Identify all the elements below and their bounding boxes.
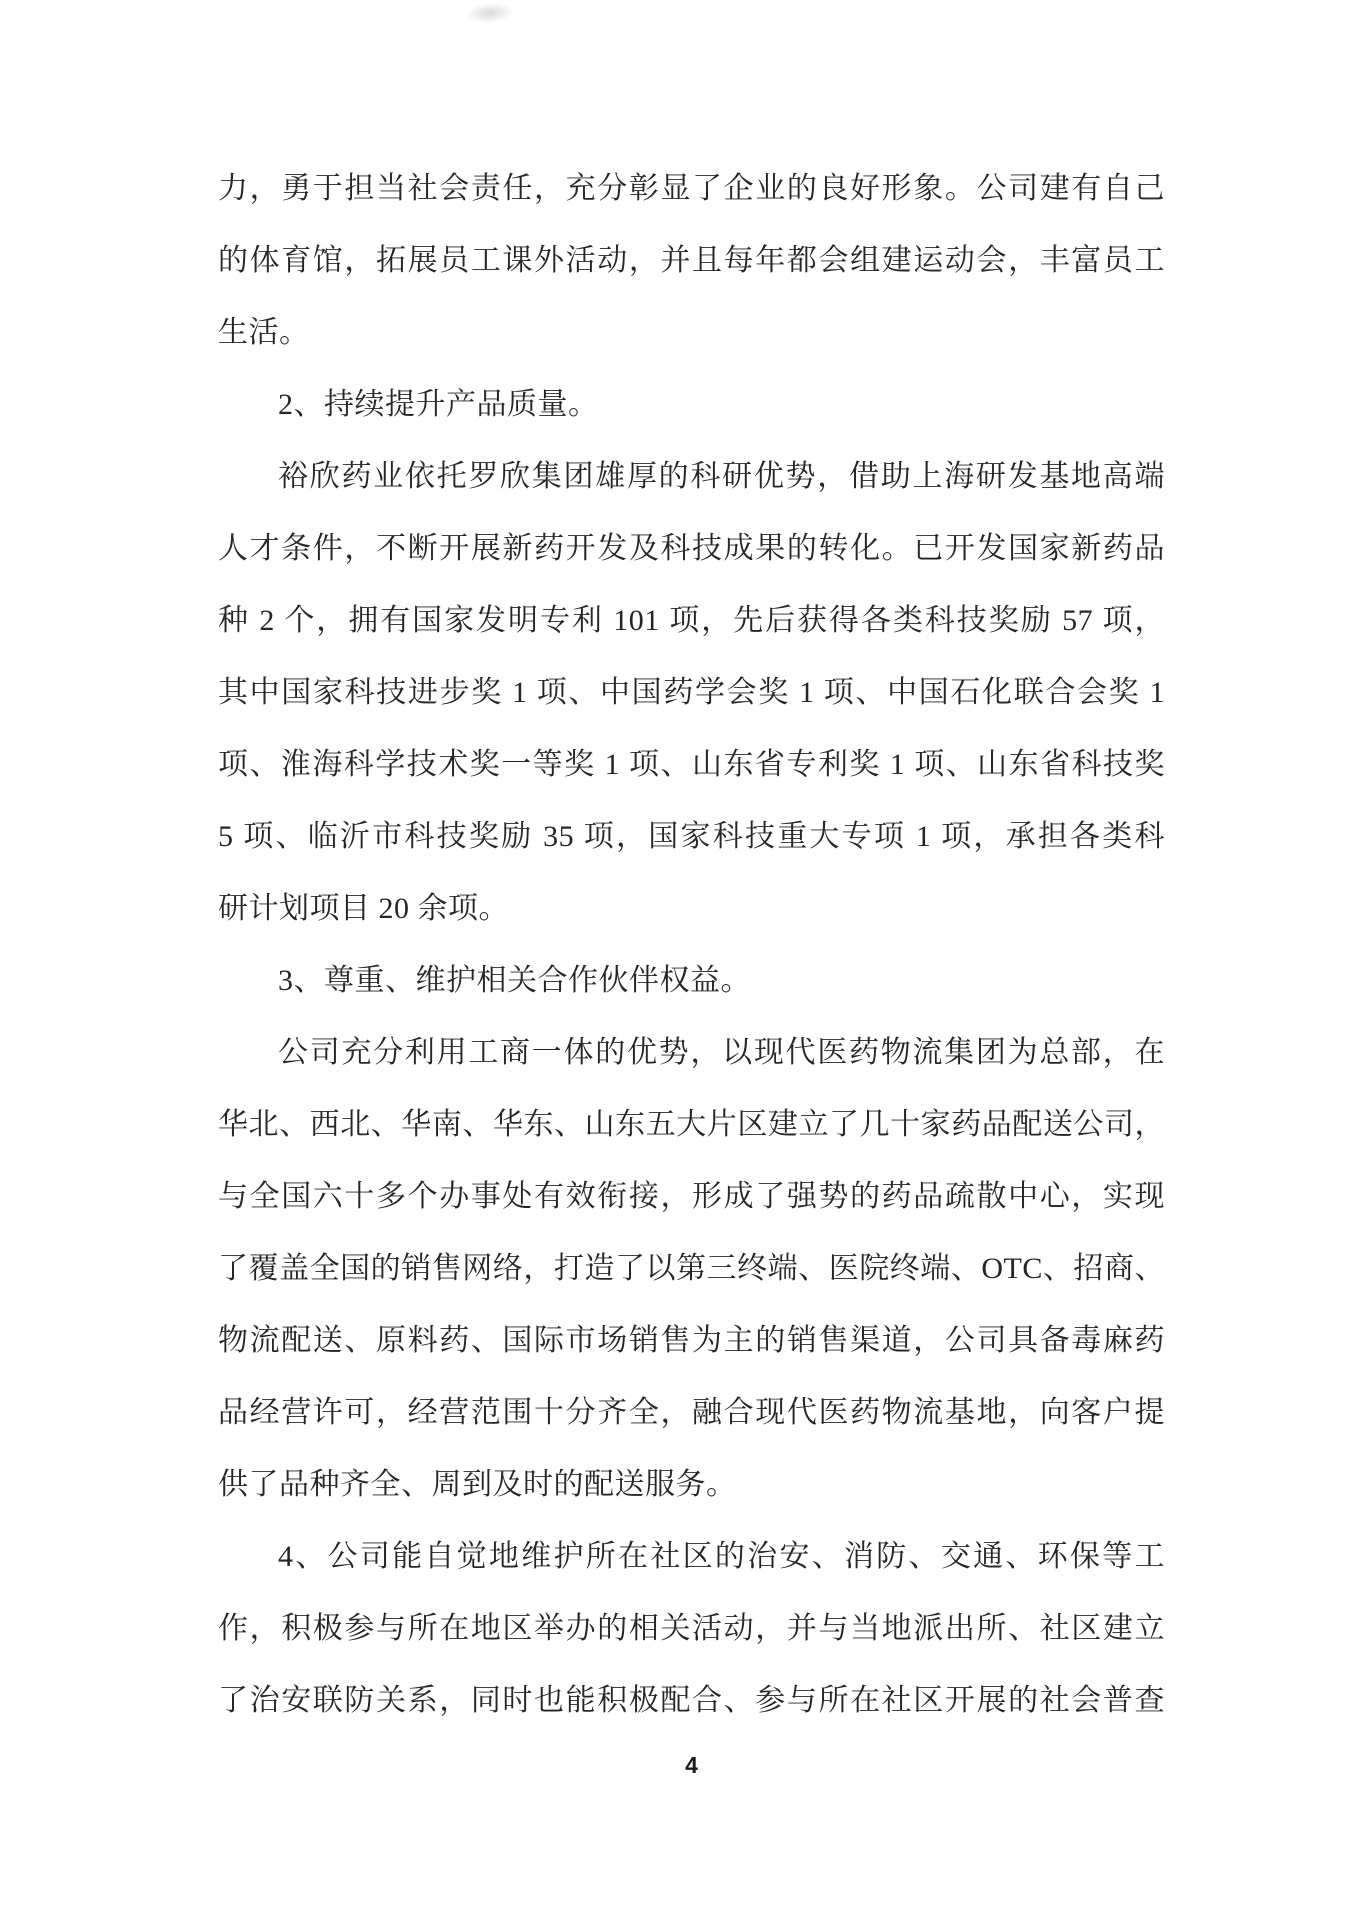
- text-line: 华北、西北、华南、华东、山东五大片区建立了几十家药品配送公司，: [218, 1108, 1165, 1141]
- text-line: 与全国六十多个办事处有效衔接，形成了强势的药品疏散中心，实现: [218, 1180, 1165, 1213]
- text-line: 力，勇于担当社会责任，充分彰显了企业的良好形象。公司建有自己: [218, 172, 1165, 205]
- text-line: 4、公司能自觉地维护所在社区的治安、消防、交通、环保等工: [278, 1540, 1165, 1573]
- text-line: 品经营许可，经营范围十分齐全，融合现代医药物流基地，向客户提: [218, 1396, 1165, 1429]
- text-line: 作，积极参与所在地区举办的相关活动，并与当地派出所、社区建立: [218, 1612, 1165, 1645]
- text-line: 种 2 个，拥有国家发明专利 101 项，先后获得各类科技奖励 57 项，: [218, 604, 1165, 637]
- page-footer: [218, 1752, 1165, 1779]
- text-line: 的体育馆，拓展员工课外活动，并且每年都会组建运动会，丰富员工: [218, 244, 1165, 277]
- document-body: [218, 153, 1165, 1737]
- text-line: 裕欣药业依托罗欣集团雄厚的科研优势，借助上海研发基地高端: [278, 460, 1165, 493]
- text-line: 其中国家科技进步奖 1 项、中国药学会奖 1 项、中国石化联合会奖 1: [218, 676, 1165, 709]
- text-line: 了治安联防关系，同时也能积极配合、参与所在社区开展的社会普查: [218, 1684, 1165, 1717]
- text-line: 物流配送、原料药、国际市场销售为主的销售渠道，公司具备毒麻药: [218, 1324, 1165, 1357]
- text-line: 项、淮海科学技术奖一等奖 1 项、山东省专利奖 1 项、山东省科技奖: [218, 748, 1165, 781]
- text-line: 人才条件，不断开展新药开发及科技成果的转化。已开发国家新药品: [218, 532, 1165, 565]
- text-line: 供了品种齐全、周到及时的配送服务。: [218, 1468, 737, 1501]
- text-line: 2、持续提升产品质量。: [278, 388, 599, 421]
- text-line: 3、尊重、维护相关合作伙伴权益。: [278, 964, 751, 997]
- text-line: 生活。: [218, 316, 310, 349]
- text-line: 5 项、临沂市科技奖励 35 项，国家科技重大专项 1 项，承担各类科: [218, 820, 1165, 853]
- text-line: 研计划项目 20 余项。: [218, 892, 509, 925]
- page-number: 4: [685, 1752, 698, 1778]
- text-line: 了覆盖全国的销售网络，打造了以第三终端、医院终端、OTC、招商、: [218, 1252, 1165, 1285]
- text-line: 公司充分利用工商一体的优势，以现代医药物流集团为总部，在: [278, 1036, 1165, 1069]
- scan-artifact-smudge: [467, 2, 512, 23]
